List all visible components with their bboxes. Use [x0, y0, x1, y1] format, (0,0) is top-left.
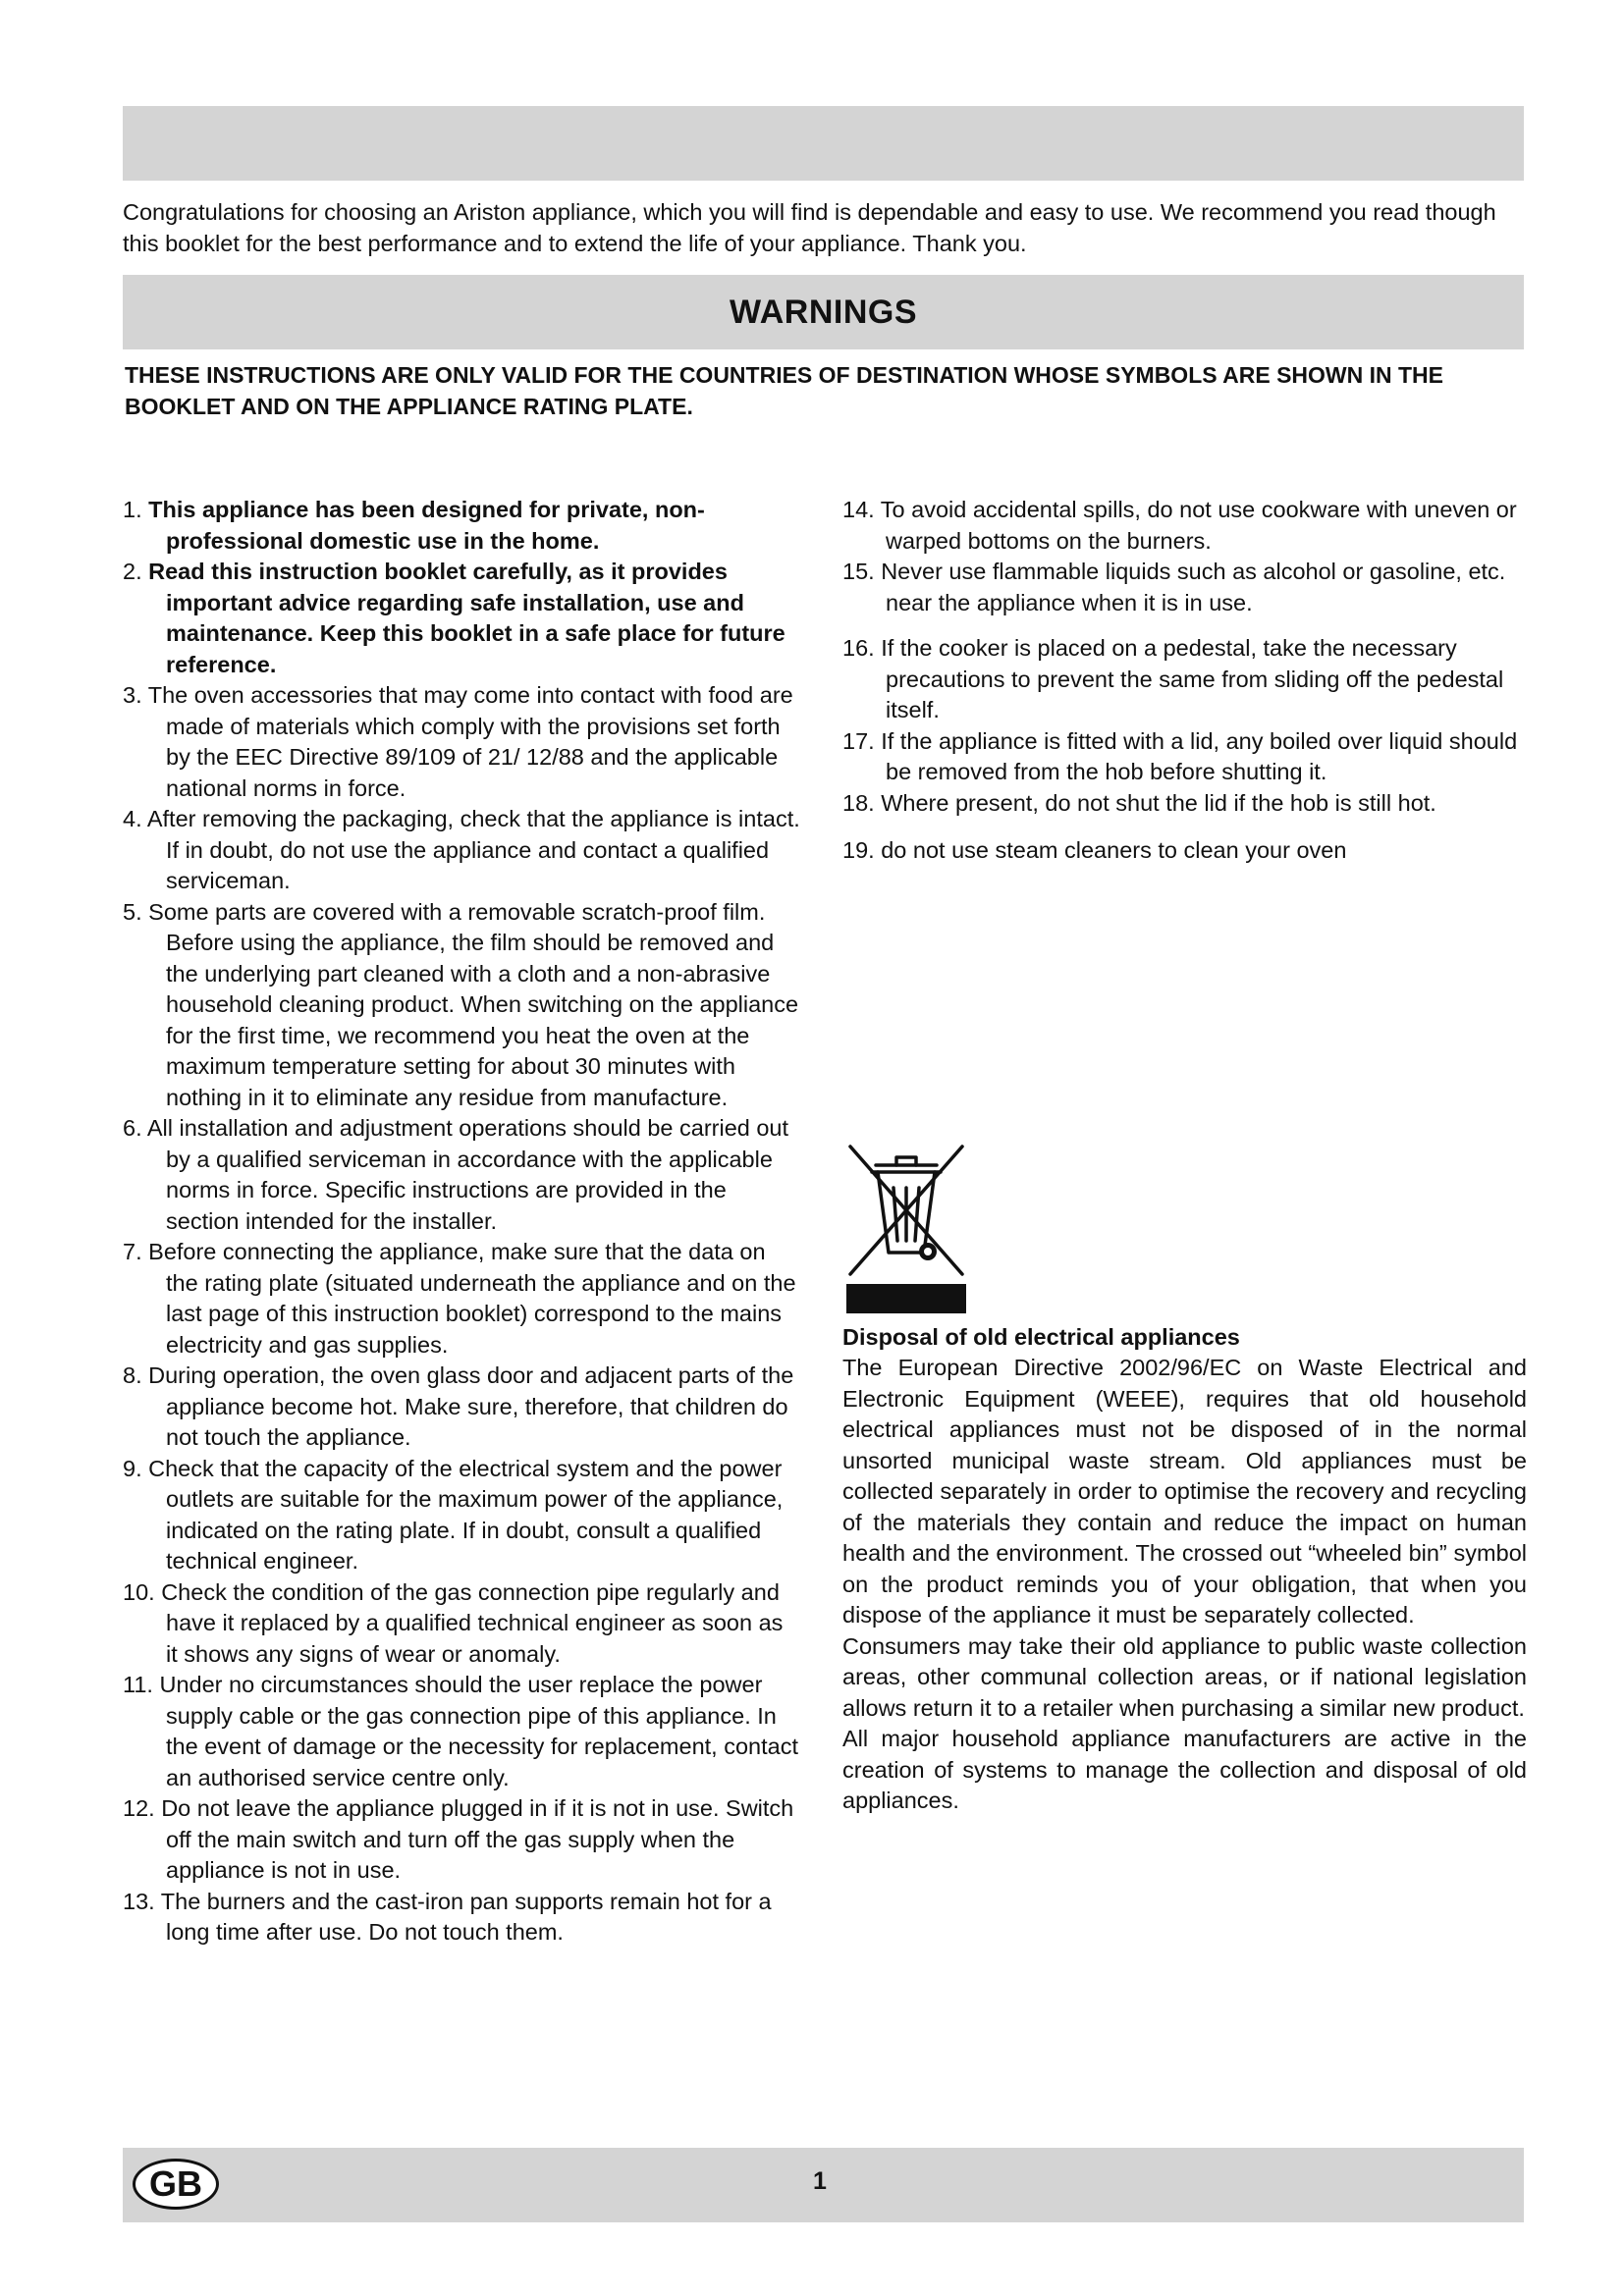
warning-item-4: 4. After removing the packaging, check that the appliance is intact. If in doubt, do not use the appliance and contact a qualified serviceman. [123, 806, 800, 893]
header-band [123, 106, 1524, 181]
warning-item-9: 9. Check that the capacity of the electrical system and the power outlets are suitable for the maximum power of the appliance, indicated on the rating plate. If in doubt, consult a qualified technical engineer. [123, 1455, 784, 1574]
disposal-paragraph-2: Consumers may take their old appliance to public waste collection areas, other communal collection areas, or if national legislation allows return it to a retailer when purchasing a similar new product. [842, 1632, 1527, 1721]
warning-item-10: 10. Check the condition of the gas connection pipe regularly and have it replaced by a qualified technical engineer as soon as it shows any signs of wear or anomaly. [123, 1578, 784, 1667]
page-number: 1 [813, 2167, 827, 2195]
crossed-wheeled-bin-icon [842, 1139, 970, 1315]
warning-item-18: 18. Where present, do not shut the lid if the hob is still hot. [842, 789, 1436, 816]
destination-notice: THESE INSTRUCTIONS ARE ONLY VALID FOR THE COUNTRIES OF DESTINATION WHOSE SYMBOLS ARE SHOWN IN THE BOOKLET AND ON THE APPLIANCE RATING PLATE. [125, 362, 1444, 419]
warning-item-5: 5. Some parts are covered with a removable scratch-proof film. Before using the appliance, the film should be removed and the underlying part cleaned with a cloth and a non-abrasive household cleaning product. When switching on the appliance for the first time, we recommend you heat the oven at the maximum temperature setting for about 30 minutes with nothing in it to eliminate any residue from manufacture. [123, 898, 799, 1110]
warning-item-11: 11. Under no circumstances should the user replace the power supply cable or the gas connection pipe of this appliance. In the event of damage or the necessity for replacement, contact an authorised service centre only. [123, 1672, 799, 1790]
warning-item-16: 16. If the cooker is placed on a pedestal, take the necessary precautions to prevent the same from sliding off the pedestal itself. [842, 635, 1504, 722]
country-badge: GB [133, 2159, 219, 2210]
warning-item-2: 2. Read this instruction booklet carefully, as it provides important advice regarding safe installation, use and maintenance. Keep this booklet in a safe place for future reference. [123, 559, 785, 677]
warning-item-6: 6. All installation and adjustment operations should be carried out by a qualified serviceman in accordance with the applicable norms in force. Specific instructions are provided in the section intended for the installer. [123, 1115, 789, 1234]
warning-item-13: 13. The burners and the cast-iron pan supports remain hot for a long time after use. Do not touch them. [123, 1888, 772, 1945]
warning-item-19: 19. do not use steam cleaners to clean your oven [842, 837, 1347, 863]
warning-item-3: 3. The oven accessories that may come into contact with food are made of materials which comply with the provisions set forth by the EEC Directive 89/109 of 21/ 12/88 and the applicable national norms in force. [123, 682, 793, 801]
warning-item-14: 14. To avoid accidental spills, do not use cookware with uneven or warped bottoms on the burners. [842, 497, 1517, 554]
warnings-title: WARNINGS [730, 293, 917, 331]
warning-item-1: 1. This appliance has been designed for private, non-professional domestic use in the home. [123, 497, 705, 554]
disposal-paragraph-1: The European Directive 2002/96/EC on Waste Electrical and Electronic Equipment (WEEE), requires that old household electrical appliances must not be disposed of in the normal unsorted municipal waste stream. Old appliances must be collected separately in order to optimise the recovery and recycling of the materials they contain and reduce the impact on human health and the environment. The crossed out “wheeled bin” symbol on the product reminds you of your obligation, that when you dispose of the appliance it must be separately collected. [842, 1355, 1527, 1628]
disposal-paragraph-3: All major household appliance manufacturers are active in the creation of systems to manage the collection and disposal of old appliances. [842, 1726, 1527, 1813]
disposal-body [842, 1353, 1527, 1817]
warning-item-7: 7. Before connecting the appliance, make sure that the data on the rating plate (situated underneath the appliance and on the last page of this instruction booklet) correspond to the mains electricity and gas supplies. [123, 1239, 796, 1358]
warning-item-15: 15. Never use flammable liquids such as alcohol or gasoline, etc. near the appliance when it is in use. [842, 559, 1506, 615]
disposal-title: Disposal of old electrical appliances [842, 1324, 1240, 1350]
warnings-heading-band [123, 275, 1524, 349]
warning-item-12: 12. Do not leave the appliance plugged in if it is not in use. Switch off the main switch and turn off the gas supply when the appliance is not in use. [123, 1795, 794, 1883]
intro-paragraph: Congratulations for choosing an Ariston appliance, which you will find is dependable and easy to use. We recommend you read though this booklet for the best performance and to extend the life of your appliance. Thank you. [123, 199, 1496, 256]
warnings-list-right [842, 495, 1530, 867]
warning-item-17: 17. If the appliance is fitted with a lid, any boiled over liquid should be removed from the hob before shutting it. [842, 727, 1518, 784]
warning-item-8: 8. During operation, the oven glass door and adjacent parts of the appliance become hot. Make sure, therefore, that children do not touch the appliance. [123, 1362, 794, 1450]
warnings-list-left [123, 495, 800, 1949]
